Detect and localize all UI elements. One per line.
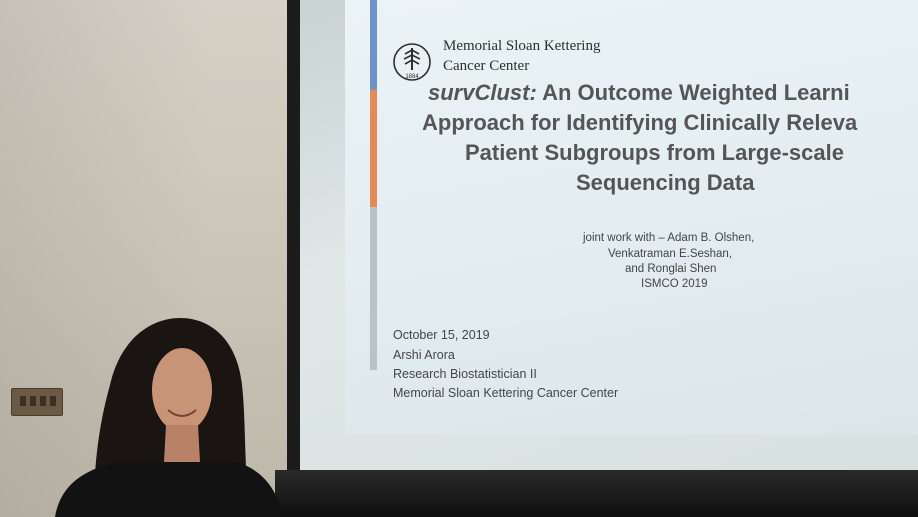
- presenter-role: Research Biostatistician II: [393, 367, 537, 381]
- presenter-face: [152, 348, 212, 432]
- presenter-affiliation: Memorial Sloan Kettering Cancer Center: [393, 386, 619, 400]
- conference-name: ISMCO 2019: [641, 278, 708, 290]
- title-line-1-rest: An Outcome Weighted Learni: [536, 80, 850, 105]
- title-package-name: survClust:: [428, 80, 537, 105]
- presenter-neck: [164, 425, 200, 462]
- presenter-body: [55, 462, 282, 517]
- slide-title-line-4: Sequencing Data: [576, 170, 755, 195]
- org-name-line-2: Cancer Center: [443, 58, 530, 74]
- slide-title-line-2: Approach for Identifying Clinically Releva: [422, 110, 858, 135]
- seal-year: 1884: [405, 74, 419, 80]
- presenter-name: Arshi Arora: [393, 348, 455, 362]
- slide-title-line-3: Patient Subgroups from Large-scale: [465, 140, 844, 165]
- collaborators-line-3: and Ronglai Shen: [625, 263, 717, 275]
- collaborators-line-1: joint work with – Adam B. Olshen,: [583, 232, 755, 244]
- collaborators-line-2: Venkatraman E.Seshan,: [608, 248, 733, 260]
- presentation-date: October 15, 2019: [393, 328, 490, 342]
- org-name-line-1: Memorial Sloan Kettering: [443, 38, 601, 54]
